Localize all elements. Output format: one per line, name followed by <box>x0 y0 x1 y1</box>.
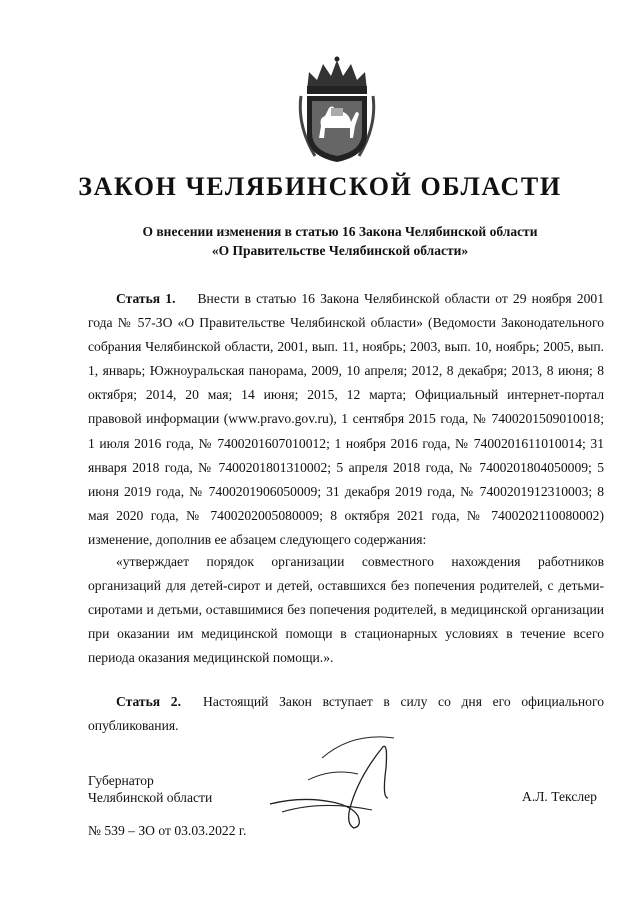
article-2-label: Статья 2. <box>116 694 181 709</box>
signatory-position-line-2: Челябинской области <box>88 790 213 805</box>
article-2-text: Настоящий Закон вступает в силу со дня его официального опубликования. <box>88 694 604 734</box>
law-number-date: № 539 – ЗО от 03.03.2022 г. <box>88 823 247 838</box>
subtitle-line-2: «О Правительстве Челябинской области» <box>211 243 469 258</box>
signatory-position-line-1: Губернатор <box>88 773 154 788</box>
article-1-quote: «утверждает порядок организации совместного нахождения работников организаций для детей-сирот и детей, оставшихся без попечения родителей, с детьми-сиротами и детьми, оставшимися без попечения родителей, в медицинской организации при оказании им медицинской помощи в стационарных условиях в течение всего периода оказания медицинской помощи.». <box>88 554 604 666</box>
article-1-label: Статья 1. <box>116 291 176 306</box>
subtitle-line-1: О внесении изменения в статью 16 Закона Челябинской области <box>142 224 538 239</box>
article-1-text: Внести в статью 16 Закона Челябинской области от 29 ноября 2001 года № 57-ЗО «О Правительстве Челябинской области» (Ведомости Законодательного собрания Челябинской области, 2001, вып. 11, ноябрь; 2003, вып. 10, ноябрь; 2005, вып. 1, январь; Южноуральская панорама, 2009, 10 апреля; 2012, 8 декабря; 2013, 8 июня; 8 октября; 2014, 20 мая; 14 июня; 2015, 12 марта; Официальный интернет-портал правовой информации (www.pravo.gov.ru), 1 сентября 2015 года, № 7400201509010018; 1 июля 2016 года, № 7400201607010012; 1 ноября 2016 года, № 7400201611010014; 31 января 2018 года, № 7400201801310002; 5 апреля 2018 года, № 7400201804050009; 5 июня 2019 года, № 7400201906050009; 31 декабря 2019 года, № 7400201912310003; 8 мая 2020 года, № 7400202005080009; 8 октября 2021 года, № 7400202110080002) изменение, дополнив ее абзацем следующего содержания: <box>88 291 604 547</box>
law-title: ЗАКОН ЧЕЛЯБИНСКОЙ ОБЛАСТИ <box>78 172 562 201</box>
signatory-name: А.Л. Текслер <box>522 789 597 804</box>
article-1 <box>88 287 604 552</box>
law-subtitle <box>60 222 620 260</box>
signature-icon <box>262 728 402 836</box>
signatory-position <box>88 772 212 806</box>
coat-of-arms-icon <box>295 56 379 166</box>
